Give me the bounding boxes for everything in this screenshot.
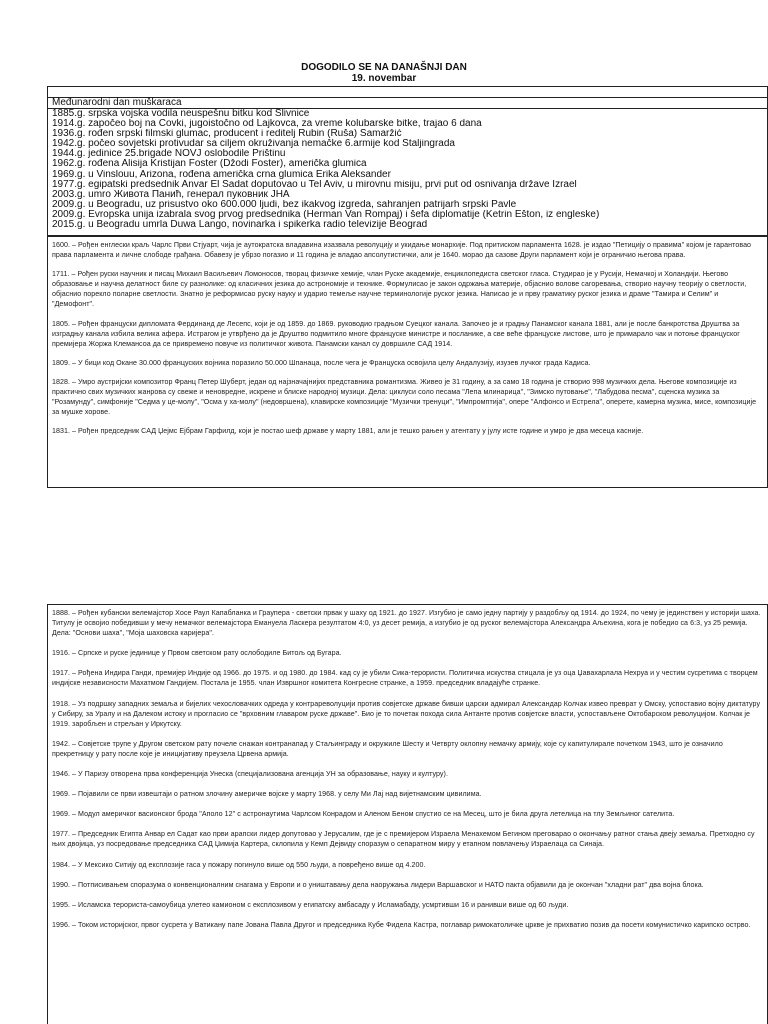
section-label: Međunarodni dan muškaraca xyxy=(52,97,182,108)
section-label-row xyxy=(47,97,768,108)
list-item: 2003.g. umro Живота Панић, генерал пуковник ЈНА xyxy=(52,189,290,200)
list-item: 2015.g. u Beogradu umrla Duwa Lango, novinarka i spikerka radio televizije Beograd xyxy=(52,220,428,231)
history-paragraph: 1916. – Српске и руске јединице у Првом светском рату ослободиле Битољ од Бугара. xyxy=(52,649,342,658)
history-paragraph: 1917. – Рођена Индира Ганди, премијер Индије од 1966. до 1975. и од 1980. до 1984. кад су је убили Сика-терористи. Политичка искуства стицала је уз оца Џавахарлала Нехруа и у честим сусретима с творцем индијске независности Махатмом Гандијем. Постала је 1955. члан Извршног комитета Конгресне странке, а 1959. председник владајуће странке. xyxy=(52,669,758,688)
history-paragraph: 1888. – Рођен кубански велемајстор Хосе Раул Капабланка и Граупера - светски првак у шаху од 1921. до 1927. Изгубио је само једну партију у раздобљу од 1914. до 1924, по чему је јединствен у историји шаха. Титулу је освојио победивши у мечу немачког велемајстора Емануела Ласкера резултатом 4:0, уз десет ремија, а изгубио је од руског велемајстора Александра Аљехина, кога је победио са 6:3, уз 25 ремија. Дела: "Основи шаха", "Моја шаховска каријера". xyxy=(52,609,761,638)
history-paragraph: 1918. – Уз подршку западних земаља и бијелих чехословачких одреда у контрареволуцији против совјетске државе бивши царски адмирал Александар Колчак извео преврат у Омску, успоставио војну диктатуру у Сибиру, за Уралу и на Далеком истоку и прогласио се "врховним главаром руске државе". Био је то почетак похода сила Антанте против совјетске власти, успостављене Октобарском револуцијом. Колчак је 1919. заробљен и стрељан у Иркутску. xyxy=(52,699,761,728)
list-item: 1944.g. jedinice 25.brigade NOVJ oslobodile Prištinu xyxy=(52,149,286,160)
date-line: 19. novembar xyxy=(351,73,417,84)
history-paragraph: 1831. – Рођен председник САД Џејмс Ејбрам Гарфилд, који је постао шеф државе у марту 1881, али је тешко рањен у атентату у јулу исте године и умро је два месеца касније. xyxy=(52,427,644,436)
list-item: 1885.g. srpska vojska vodila neuspešnu bitku kod Slivnice xyxy=(52,109,310,119)
history-paragraph: 1805. – Рођен француски дипломата Фердинанд де Лесепс, који је од 1859. до 1869. руководио градњом Суецког канала. Започео је и градњу Панамског канала 1881, али је после банкротства Друштва за изградњу канала избила велика афера. Истрагом је утврђено да је Друштво подмитило многе француске министре и посланике, а све веће француске листове, што је примарало чак и потоње француског премијера Жоржа Клемансоа да се привремено повуче из политичког живота. Панамски канал су довршиле САД 1914. xyxy=(52,319,740,348)
table-top-spacer xyxy=(47,86,768,97)
page-title xyxy=(0,62,768,84)
list-item: 2009.g. u Beogradu, uz prisustvo oko 600.000 ljudi, bez ikakvog izgreda, sahranjen patrijarh srpski Pavle xyxy=(52,199,517,210)
list-item: 1914.g. započeo boj na Čovki, jugoistočno od Lajkovca, za vreme kolubarske bitke, trajao 6 dana xyxy=(52,119,482,130)
events-list xyxy=(47,108,768,236)
history-paragraph: 1969. – Модул америчког васионског брода "Аполо 12" с астронаутима Чарлсом Конрадом и Аленом Беном спустио се на Месец, што је била друга летелица на тлу Земљиног сателита. xyxy=(52,810,675,819)
history-paragraph: 1990. – Потписивањем споразума о конвенционалним снагама у Европи и о уништавању дела наоружања лидери Варшавског и НАТО пакта објавили да је окончан "хладни рат" два војна блока. xyxy=(52,880,704,889)
history-block-2 xyxy=(47,604,768,1024)
history-block-1 xyxy=(47,236,768,488)
history-paragraph: 1977. – Председник Египта Анвар ел Садат као први арапски лидер допутовао у Јерусалим, где је с премијером Израела Менахемом Бегином преговарао о окончању ратног стања двеју земаља. Претходно су њих двојица, уз посредовање председника САД Џимија Картера, склопила у Кемп Дејвиду споразум о сепаратном миру у етапном повлачењу Израелаца са Синаја. xyxy=(52,830,755,849)
title-line: DOGODILO SE NA DANAŠNJI DAN xyxy=(301,62,467,73)
list-item: 1969.g. u Vinslouu, Arizona, rođena američka crna glumica Erika Aleksander xyxy=(52,169,391,180)
history-paragraph: 1942. – Совјетске трупе у Другом светском рату почеле снажан контранапад у Стаљинграду и окружиле Шесту и Четврту оклопну немачку армију, које су капитулирале почетком 1943, што је означило прекретницу у рату после које је иницијативу преузела Црвена армија. xyxy=(52,739,723,758)
list-item: 2009.g. Evropska unija izabrala svog prvog predsednika (Herman Van Rompaj) i šefa diplomatije (Ketrin Ešton, iz engleske) xyxy=(52,209,600,220)
list-item: 1942.g. počeo sovjetski protivudar sa ciljem okruživanja nemačke 6.armije kod Staljingrada xyxy=(52,139,455,150)
history-paragraph: 1828. – Умро аустријски композитор Франц Петер Шуберт, један од најзначајнијих представника романтизма. Живео је 31 годину, а за само 18 година је створио 998 музичких дела. Његове композиције из практично свих музичких жанрова су свеже и неновредне, искрене и блиске народној музици. Дела: циклуси соло песама "Лепа млинарица", "Зимско путовање", "Лабудова песма", сценска музика за "Розамунду", симфоније "Седма у це-молу", "Осма у ха-молу" (недовршена), клавирске композиције "Музички тренуци", "Импромптија", опере "Алфонсо и Естрела", оперете, камерна музика, мисе, композиције за мушке хорове. xyxy=(52,377,757,417)
history-paragraph: 1969. – Појавили се први извештаји о ратном злочину америчке војске у марту 1968. у селу Ми Лај над вијетнамским цивилима. xyxy=(52,790,482,799)
history-paragraph: 1711. – Рођен руски научник и писац Михаил Васиљевич Ломоносов, творац физичке хемије, члан Руске академије, енциклопедиста светског гласа. Студирао је у Русији, Немачкој и Холандији. Његово образовање и научна делатност биле су разноликe: од класичних језика до астрономије и технике. Формулисао је закон одржања материје, објаснио волове сагоревања, створио научну теорију о светлости, објаснио порекло поларне светлости. Знатно је реформисао руску науку и ударио темеље научне терминологије руског језика. Написао је и прву граматику руског језика и драме "Тамира и Селим" и "Демофонт". xyxy=(52,270,747,309)
history-paragraph: 1946. – У Паризу отворена прва конференција Унеска (специјализована агенција УН за образовање, науку и културу). xyxy=(52,770,448,779)
list-item: 1962.g. rođena Alisija Kristijan Foster (Džodi Foster), američka glumica xyxy=(52,159,367,170)
history-paragraph: 1984. – У Мексико Ситију од експлозије гаса у пожару погинуло више од 550 људи, а повређено више од 4.200. xyxy=(52,860,426,869)
history-paragraph: 1809. – У бици код Окане 30.000 француских војника поразило 50.000 Шпанаца, после чега је Француска освојила целу Андалузију, изузев лучког града Кадиса. xyxy=(52,358,591,367)
list-item: 1936.g. rođen srpski filmski glumac, producent i reditelj Rubin (Ruša) Samaržić xyxy=(52,129,402,140)
history-paragraph: 1995. – Исламска терориста-самоубица улетео камионом с експлозивом у египатску амбасаду у Исламабаду, усмртивши 16 и ранивши више од 60 људи. xyxy=(52,900,569,909)
list-item: 1977.g. egipatski predsednik Anvar El Sadat doputovao u Tel Aviv, u mirovnu misiju, prvi put od osnivanja države Izrael xyxy=(52,179,577,190)
history-paragraph: 1600. – Рођен енглески краљ Чарлс Први Стјуарт, чија је аутократска владавина изазвала револуцију и укидање монархије. Под притиском парламента 1628. је издао "Петицију о правима" којом је гарантовао права парламента и личне слободе грађана. Обавезу је убрзо погазио и 11 година је владао апсолутистички, али је 1640. морао да сазове Други парламент који је ограничио његова права. xyxy=(52,241,752,260)
history-paragraph: 1996. – Током историјског, првог сусрета у Ватикану папе Јована Павла Другог и председника Кубе Фидела Кастра, поглавар римокатоличке цркве је прихватио позив да посети комунистичко карипско острво. xyxy=(52,920,751,929)
